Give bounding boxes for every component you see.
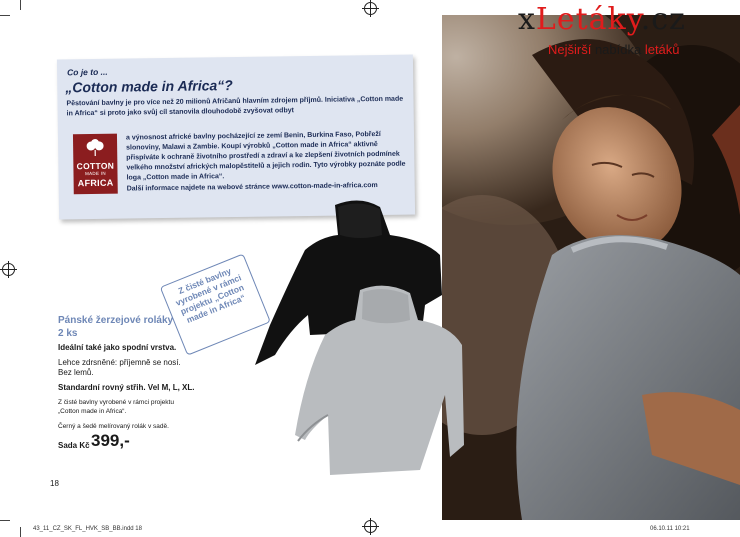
price-label: Sada Kč — [58, 441, 90, 450]
product-name — [58, 314, 173, 340]
turtleneck-sweaters-image — [250, 195, 475, 480]
print-slug-file: 43_11_CZ_SK_FL_HVK_SB_BB.indd 18 — [33, 526, 142, 532]
price-value: 399,- — [91, 431, 130, 450]
watermark-tagline-3: letáků — [641, 42, 680, 57]
watermark-brand-name: Letáky — [535, 2, 641, 37]
logo-line-3: AFRICA — [77, 177, 114, 189]
product-note-1: Z čisté bavlny vyrobené v rámci projektu — [58, 399, 174, 406]
product-colors: Černý a šedě melírovaný rolák v sadě. — [58, 423, 169, 430]
product-tagline: Ideální také jako spodní vrstva. — [58, 343, 177, 352]
product-note-2: „Cotton made in Africa“. — [58, 408, 127, 415]
crop-mark — [20, 527, 21, 537]
registration-mark-left — [2, 263, 15, 276]
watermark-brand — [518, 2, 686, 37]
watermark-tagline — [548, 42, 680, 57]
crop-mark — [0, 520, 10, 521]
watermark-brand-domain: .cz — [640, 2, 686, 37]
watermark-tagline-1: Nejširší — [548, 42, 595, 57]
model-illustration — [442, 15, 740, 520]
info-title: „Cotton made in Africa“? — [65, 77, 233, 96]
crop-mark — [0, 15, 10, 16]
watermark-brand-x: x — [518, 2, 536, 37]
product-fit: Standardní rovný střih. Vel M, L, XL. — [58, 383, 195, 392]
badge-text: Z čisté bavlny vyrobené v rámci projektu „Cotton made in Africa“ — [174, 265, 247, 325]
watermark-tagline-2: nabídka — [594, 42, 642, 57]
page-number: 18 — [50, 479, 59, 488]
logo-line-1: COTTON — [76, 160, 115, 172]
cotton-made-in-africa-logo — [73, 134, 118, 195]
info-paragraph-1: Pěstování bavlny je pro více než 20 milionů Afričanů hlavním zdrojem příjmů. Iniciativa „Cotton made in Africa“ si proto jako svůj cíl stanovila dlouhodobě zvyšovat odbyt — [66, 95, 404, 118]
crop-mark — [20, 0, 21, 10]
info-more-link: Další informace najdete na webové stránce www.cotton-made-in-africa.com — [126, 182, 378, 193]
print-slug-date: 06.10.11 10:21 — [650, 526, 690, 532]
info-paragraph-2: a výnosnost africké bavlny pocházející ze zemí Benin, Burkina Faso, Pobřeží slonoviny, Malawi a Zambie. Koupí výrobků „Cotton made in Africa“ aktivně přispíváte k ochraně životního prostředí a zdraví a ke zlepšení životních podmínek velkého množství afrických malopěstitelů a jejich rodin. Tyto výrobky poznáte podle loga „Cotton made in Africa“. — [125, 130, 406, 182]
product-name-line-1: Pánské žerzejové roláky — [58, 315, 174, 326]
product-feature-1: Lehce zdrsněné: příjemně se nosí. — [58, 358, 181, 367]
product-name-line-2: 2 ks — [58, 328, 78, 339]
registration-mark-top — [364, 2, 377, 15]
product-feature-2: Bez lemů. — [58, 368, 94, 377]
model-photo — [442, 15, 740, 520]
logo-line-2: MADE IN — [85, 170, 106, 177]
cotton-boll-icon — [85, 139, 105, 157]
registration-mark-bottom — [364, 520, 377, 533]
info-kicker: Co je to ... — [67, 66, 108, 78]
